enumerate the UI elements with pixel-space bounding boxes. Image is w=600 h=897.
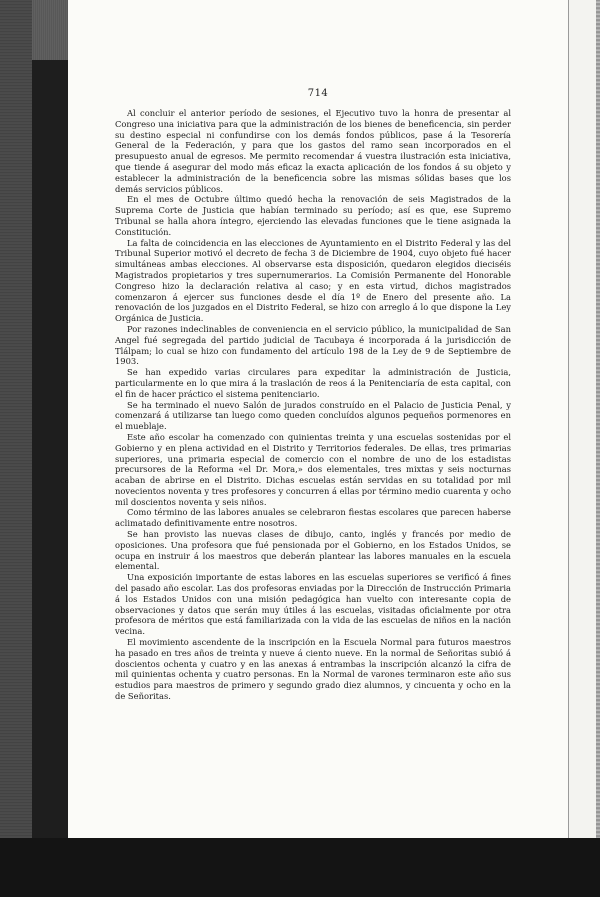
paragraph-beneficencia: Al concluir el anterior período de sesiones, el Ejecutivo tuvo la honra de presentar al Congreso una iniciativa para que la administración de los bienes de beneficencia, sin perder su destino especial ni confundirse con los demás fondos públicos, pase á la Tesorería General de la Federación, y para que los gastos del ramo sean incorporados en el presupuesto anual de egresos. Me permito recomendar á vuestra ilustración esta iniciativa, que tiende á asegurar del modo más eficaz la exacta aplicación de los fondos á su objeto y establecer la administración de la beneficencia sobre las mismas sólidas bases que los demás servicios públicos. bbox=[115, 108, 511, 194]
paragraph-circulares: Se han expedido varias circulares para expeditar la administración de Justicia, particularmente en lo que mira á la traslación de reos á la Penitenciaría de esta capital, con el fin de hacer práctico el sistema penitenciario. bbox=[115, 367, 511, 399]
scan-border-right bbox=[596, 0, 600, 838]
paragraph-salon-jurados: Se ha terminado el nuevo Salón de jurados construído en el Palacio de Justicia Penal, y comenzará á utilizarse tan luego como queden concluídos algunos pequeños pormenores en el mueblaje. bbox=[115, 399, 511, 432]
scan-border-left bbox=[0, 0, 32, 897]
scan-border-top-left bbox=[32, 0, 68, 60]
paragraph-suprema-corte: En el mes de Octubre último quedó hecha la renovación de seis Magistrados de la Suprema Corte de Justicia que habían terminado su período; así es que, ese Supremo Tribunal se halla ahora íntegro, ejerciendo las elevadas funciones que le tiene asignada la Constitución. bbox=[115, 194, 511, 237]
paragraph-fiestas: Como término de las labores anuales se celebraron fiestas escolares que parecen haberse aclimatado definitivamente entre nosotros. bbox=[115, 507, 511, 529]
paragraph-san-angel: Por razones indeclinables de conveniencia en el servicio público, la municipalidad de San Angel fué segregada del partido judicial de Tacubaya é incorporada á la jurisdicción de Tlálpam; lo cual se hizo con fundamento del artículo 198 de la Ley de 9 de Septiembre de 1903. bbox=[115, 323, 511, 367]
scan-border-bottom bbox=[0, 838, 600, 897]
body-text bbox=[115, 108, 511, 702]
paragraph-escuela-normal: El movimiento ascendente de la inscripción en la Escuela Normal para futuros maestros ha pasado en tres años de treinta y nueve á ciento nueve. En la normal de Señoritas subió á doscientos ochenta y cuatro y en las anexas á entrambas la inscripción alcanzó la cifra de mil quinientas ochenta y cuatro personas. En la Normal de varones terminaron este año sus estudios para maestros de primero y segundo grado diez alumnos, y cincuenta y ocho en la de Señoritas. bbox=[115, 637, 511, 702]
paragraph-exposicion: Una exposición importante de estas labores en las escuelas superiores se verificó á fines del pasado año escolar. Las dos profesoras enviadas por la Dirección de Instrucción Primaria á los Estados Unidos con una misión pedagógica han vuelto con interesante copia de observaciones y datos que serán muy útiles á las escuelas, visitadas oficialmente por otra profesora de méritos que está familiarizada con la vida de las escuelas de niños en la nación vecina. bbox=[115, 572, 511, 637]
paragraph-clases: Se han provisto las nuevas clases de dibujo, canto, inglés y francés por medio de oposiciones. Una profesora que fué pensionada por el Gobierno, en los Estados Unidos, se ocupa en instruir á los maestros que deberán plantear las labores manuales en la escuela elemental. bbox=[115, 529, 511, 572]
page-number: 714 bbox=[307, 88, 329, 99]
paragraph-tribunal-superior: La falta de coincidencia en las elecciones de Ayuntamiento en el Distrito Federal y las del Tribunal Superior motivó el decreto de fecha 3 de Diciembre de 1904, cuyo objeto fué hacer simultáneas ambas elecciones. Al observarse esta disposición, quedaron elegidos dieciséis Magistrados propietarios y tres supernumerarios. La Comisión Permanente del Honorable Congreso hizo la declaración relativa al caso; y en esta virtud, dichos magistrados comenzaron á ejercer sus funciones desde el día 1º de Enero del presente año. La renovación de los juzgados en el Distrito Federal, se hizo con arreglo á lo que dispone la Ley Orgánica de Justicia. bbox=[115, 237, 511, 324]
paragraph-escuelas: Este año escolar ha comenzado con quinientas treinta y una escuelas sostenidas por el Gobierno y en plena actividad en el Distrito y Territorios federales. De ellas, tres primarias superiores, una primaria especial de comercio con el nombre de uno de los estadistas precursores de la Reforma «el Dr. Mora,» dos elementales, tres mixtas y seis nocturnas acaban de abrirse en el Distrito. Dichas escuelas están servidas en su totalidad por mil novecientos noventa y tres profesores y concurren á ellas por término medio cuarenta y ocho mil doscientos noventa y seis niños. bbox=[115, 431, 511, 507]
